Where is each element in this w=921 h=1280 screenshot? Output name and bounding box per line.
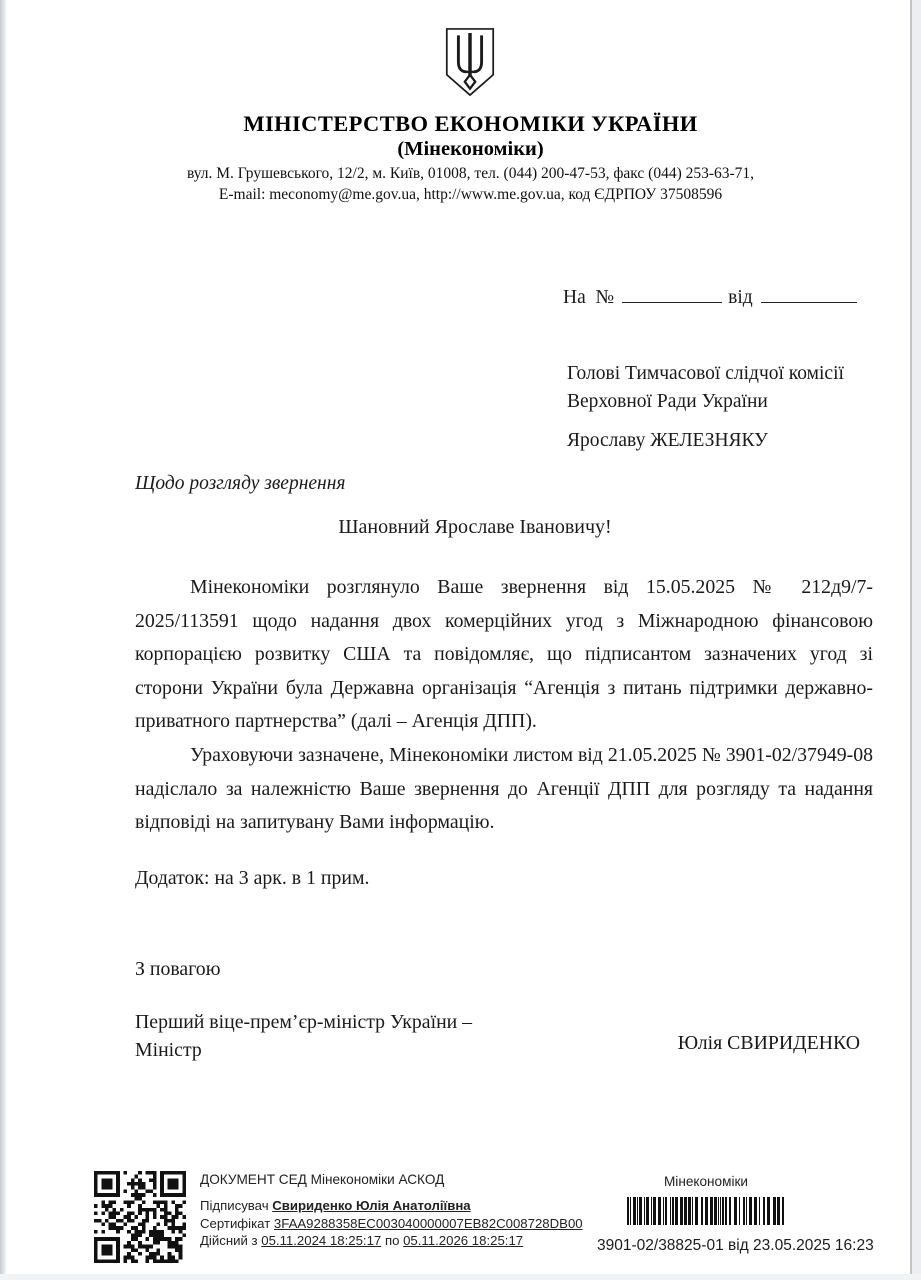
ref-number-label: № bbox=[595, 287, 615, 308]
body-paragraph-1: Мінекономіки розглянуло Ваше звернення від 15.05.2025 № 212д9/7-2025/113591 щодо надання двох комерційних угод з Міжнародною фінансовою корпорацією розвитку США та повідомляє, що підписантом зазначених угод зі сторони України була Державна організація “Агенція з питань підтримки державно-приватного партнерства” (далі – Агенція ДПП). bbox=[135, 576, 873, 732]
body-paragraph-2: Ураховуючи зазначене, Мінекономіки листом від 21.05.2025 № 3901-02/37949-08 надіслало за належністю Ваше звернення до Агенції ДПП для розгляду та надання відповіді на запитувану Вами інформацію. bbox=[135, 744, 873, 833]
addressee-line1: Голові Тимчасової слідчої комісії bbox=[567, 363, 844, 384]
page-edge-bottom bbox=[0, 1274, 921, 1280]
certificate-line bbox=[200, 1215, 583, 1233]
ref-vid-label: від bbox=[728, 287, 753, 308]
qr-code bbox=[94, 1171, 186, 1263]
doc-system-label: ДОКУМЕНТ СЕД Мінекономіки АСКОД bbox=[200, 1172, 445, 1187]
addressee-block bbox=[567, 360, 844, 416]
validity-to: 05.11.2026 18:25:17 bbox=[403, 1233, 524, 1248]
addressee-line2: Верховної Ради України bbox=[567, 391, 768, 412]
validity-conjunction: по bbox=[384, 1233, 400, 1248]
signature-name: Юлія СВИРИДЕНКО bbox=[677, 1032, 860, 1054]
footer-org-name: Мінекономіки bbox=[663, 1174, 749, 1189]
footer-signature-block bbox=[200, 1172, 583, 1250]
salutation: Шановний Ярославе Івановичу! bbox=[338, 516, 612, 538]
signer-position-line2: Міністр bbox=[135, 1039, 202, 1061]
signer-name: Свириденко Юлія Анатоліївна bbox=[272, 1198, 471, 1213]
subject-line: Щодо розгляду звернення bbox=[135, 473, 346, 494]
validity-label: Дійсний з bbox=[200, 1233, 258, 1248]
signer-line bbox=[200, 1197, 583, 1215]
ministry-name: МІНІСТЕРСТВО ЕКОНОМІКИ УКРАЇНИ bbox=[243, 111, 698, 136]
reference-date-blank bbox=[761, 285, 857, 303]
closing-regards: З повагою bbox=[135, 958, 221, 980]
page-edge-left bbox=[0, 0, 6, 1280]
validity-line bbox=[200, 1232, 583, 1250]
certificate-value: 3FAA9288358EC003040000007EB82C008728DB00 bbox=[273, 1215, 583, 1231]
ukraine-trident-emblem-icon bbox=[441, 16, 499, 108]
reference-line bbox=[563, 285, 857, 309]
reference-number-blank bbox=[622, 285, 722, 303]
ref-na-label: На bbox=[563, 287, 586, 308]
signer-position-line1: Перший віце-прем’єр-міністр України – bbox=[135, 1011, 473, 1033]
signer-label: Підписувач bbox=[200, 1198, 269, 1213]
ministry-contacts: E-mail: meconomy@me.gov.ua, http://www.me.gov.ua, код ЄДРПОУ 37508596 bbox=[218, 186, 723, 203]
barcode bbox=[627, 1197, 785, 1225]
registration-number: 3901-02/38825-01 від 23.05.2025 16:23 bbox=[597, 1237, 874, 1254]
addressee-name: Ярославу ЖЕЛЕЗНЯКУ bbox=[567, 430, 768, 451]
ministry-address: вул. М. Грушевського, 12/2, м. Київ, 01008, тел. (044) 200-47-53, факс (044) 253-63-71, bbox=[186, 165, 755, 182]
certificate-label: Сертифікат bbox=[200, 1215, 271, 1231]
validity-from: 05.11.2024 18:25:17 bbox=[261, 1233, 382, 1248]
attachment-note: Додаток: на 3 арк. в 1 прим. bbox=[135, 867, 370, 889]
ministry-short-name: (Мінекономіки) bbox=[397, 138, 544, 160]
